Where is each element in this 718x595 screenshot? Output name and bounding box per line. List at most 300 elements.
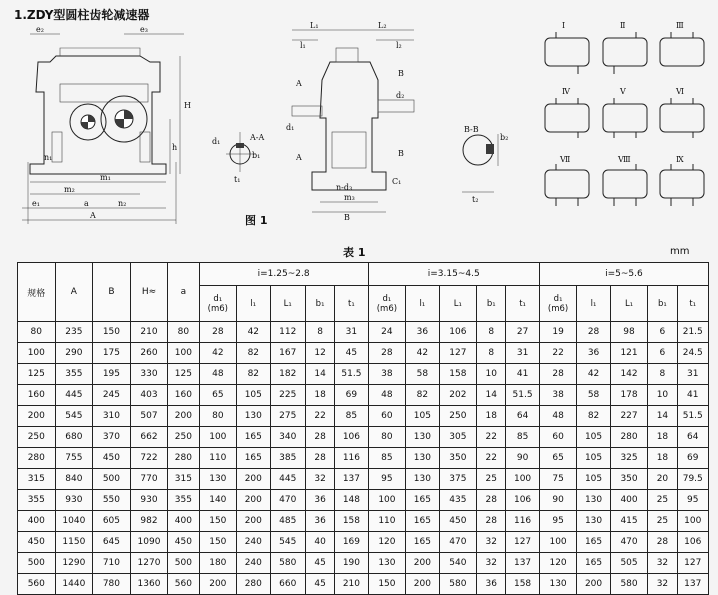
table-cell: 137 xyxy=(335,469,368,490)
table-cell: 95 xyxy=(539,511,577,532)
table-cell: 400 xyxy=(18,511,56,532)
subheader-cell xyxy=(199,286,237,322)
table-cell: 250 xyxy=(18,427,56,448)
table-cell: 1440 xyxy=(55,574,93,595)
table-cell: 660 xyxy=(270,574,305,595)
table-cell: 1090 xyxy=(130,532,168,553)
table-cell: 64 xyxy=(506,406,539,427)
table-cell: 32 xyxy=(648,574,677,595)
subheader-symbol: t₁ xyxy=(348,298,355,309)
assembly-8 xyxy=(603,155,647,206)
table-cell: 48 xyxy=(199,364,237,385)
table-cell: 80 xyxy=(18,322,56,343)
table-cell: 60 xyxy=(539,427,577,448)
table-cell: 105 xyxy=(577,448,610,469)
table-cell: 505 xyxy=(610,553,648,574)
table-cell: 95 xyxy=(368,469,406,490)
table-cell: 10 xyxy=(648,385,677,406)
table-row xyxy=(18,511,709,532)
table-cell: 106 xyxy=(439,322,477,343)
table-cell: 85 xyxy=(335,406,368,427)
svg-text:Ⅶ: Ⅶ xyxy=(560,155,571,164)
table-cell: 100 xyxy=(539,532,577,553)
table-cell: 105 xyxy=(406,406,439,427)
table-cell: 116 xyxy=(506,511,539,532)
table-cell: 260 xyxy=(130,343,168,364)
subheader-cell xyxy=(577,286,610,322)
subheader-cell xyxy=(477,286,506,322)
table-cell: 605 xyxy=(93,511,131,532)
table-cell: 355 xyxy=(168,490,199,511)
table-cell: 48 xyxy=(368,385,406,406)
table-cell: 18 xyxy=(477,406,506,427)
label-e3: e₃ xyxy=(140,25,148,34)
label-l1: l₁ xyxy=(300,41,306,50)
table-cell: 19 xyxy=(539,322,577,343)
label-m2: m₂ xyxy=(64,185,75,194)
table-cell: 645 xyxy=(93,532,131,553)
table-cell: 82 xyxy=(577,406,610,427)
table-cell: 158 xyxy=(506,574,539,595)
table-cell: 60 xyxy=(368,406,406,427)
table-cell: 182 xyxy=(270,364,305,385)
table-cell: 200 xyxy=(168,406,199,427)
table-cell: 48 xyxy=(539,406,577,427)
table-row xyxy=(18,448,709,469)
table-cell: 69 xyxy=(335,385,368,406)
label-C1: C₁ xyxy=(392,177,402,186)
table-row xyxy=(18,469,709,490)
side-view-drawing xyxy=(286,22,414,222)
table-cell: 375 xyxy=(439,469,477,490)
table-cell: 65 xyxy=(539,448,577,469)
table-cell: 350 xyxy=(439,448,477,469)
table-cell: 450 xyxy=(18,532,56,553)
subheader-cell xyxy=(506,286,539,322)
subheader-symbol: L₁ xyxy=(453,298,462,309)
subheader-note: (m6) xyxy=(547,303,569,314)
table-cell: 165 xyxy=(577,553,610,574)
section-bb-drawing xyxy=(462,125,508,204)
table-cell: 32 xyxy=(648,553,677,574)
svg-text:Ⅵ: Ⅵ xyxy=(676,87,685,96)
front-view-drawing xyxy=(22,25,191,224)
table-cell: 240 xyxy=(237,532,270,553)
table-cell: 680 xyxy=(55,427,93,448)
table-cell: 28 xyxy=(477,490,506,511)
table-cell: 169 xyxy=(335,532,368,553)
table-cell: 178 xyxy=(610,385,648,406)
table-cell: 195 xyxy=(93,364,131,385)
table-cell: 127 xyxy=(439,343,477,364)
table-cell: 315 xyxy=(168,469,199,490)
table-cell: 250 xyxy=(168,427,199,448)
table-cell: 280 xyxy=(610,427,648,448)
table-cell: 6 xyxy=(648,322,677,343)
table-cell: 65 xyxy=(199,385,237,406)
table-cell: 45 xyxy=(305,574,334,595)
table-cell: 8 xyxy=(305,322,334,343)
table-cell: 280 xyxy=(237,574,270,595)
header-a: a xyxy=(168,263,199,322)
label-L2: L₂ xyxy=(378,22,387,30)
table-cell: 445 xyxy=(55,385,93,406)
table-cell: 105 xyxy=(577,427,610,448)
table-cell: 580 xyxy=(270,553,305,574)
table-row xyxy=(18,322,709,343)
table-cell: 106 xyxy=(506,490,539,511)
subheader-symbol: d₁ xyxy=(382,293,392,304)
subheader-symbol: L₁ xyxy=(624,298,634,309)
table-cell: 150 xyxy=(199,532,237,553)
label-t1: t₁ xyxy=(234,175,241,184)
label-section-B-top: B xyxy=(398,69,404,78)
table-cell: 80 xyxy=(168,322,199,343)
table-cell: 325 xyxy=(610,448,648,469)
table-cell: 95 xyxy=(677,490,708,511)
table-cell: 450 xyxy=(93,448,131,469)
table-cell: 110 xyxy=(199,448,237,469)
svg-text:Ⅴ: Ⅴ xyxy=(620,87,626,96)
table-cell: 64 xyxy=(677,427,708,448)
table-cell: 180 xyxy=(199,553,237,574)
table-cell: 79.5 xyxy=(677,469,708,490)
label-nd3: n-d₃ xyxy=(336,183,353,192)
table-cell: 315 xyxy=(18,469,56,490)
spec-table xyxy=(17,262,709,595)
assembly-6 xyxy=(660,87,704,138)
table-cell: 51.5 xyxy=(335,364,368,385)
table-cell: 160 xyxy=(168,385,199,406)
assembly-5 xyxy=(603,87,647,138)
table-cell: 355 xyxy=(18,490,56,511)
table-cell: 710 xyxy=(93,553,131,574)
label-e1: e₁ xyxy=(32,199,40,208)
assembly-9 xyxy=(660,155,704,206)
table-cell: 130 xyxy=(199,469,237,490)
table-cell: 130 xyxy=(237,406,270,427)
table-cell: 31 xyxy=(506,343,539,364)
table-cell: 250 xyxy=(439,406,477,427)
table-cell: 24 xyxy=(368,322,406,343)
table-row xyxy=(18,343,709,364)
table-cell: 21.5 xyxy=(677,322,708,343)
table-cell: 22 xyxy=(477,448,506,469)
table-cell: 150 xyxy=(199,511,237,532)
table-cell: 42 xyxy=(406,343,439,364)
table-cell: 1290 xyxy=(55,553,93,574)
table-cell: 235 xyxy=(55,322,93,343)
subheader-note: (m6) xyxy=(207,303,228,314)
table-cell: 90 xyxy=(539,490,577,511)
table-cell: 28 xyxy=(305,427,334,448)
table-cell: 545 xyxy=(55,406,93,427)
table-cell: 137 xyxy=(506,553,539,574)
label-A: A xyxy=(90,211,96,220)
table-cell: 545 xyxy=(270,532,305,553)
label-section-A-bottom: A xyxy=(296,153,302,162)
assembly-7 xyxy=(545,155,589,206)
assembly-1 xyxy=(545,22,589,74)
table-cell: 36 xyxy=(305,490,334,511)
table-cell: 14 xyxy=(648,406,677,427)
table-cell: 200 xyxy=(406,553,439,574)
table-cell: 100 xyxy=(368,490,406,511)
subheader-symbol: d₁ xyxy=(553,293,563,304)
table-cell: 780 xyxy=(93,574,131,595)
subheader-cell xyxy=(610,286,648,322)
table-cell: 540 xyxy=(439,553,477,574)
table-cell: 400 xyxy=(610,490,648,511)
table-cell: 200 xyxy=(577,574,610,595)
table-cell: 400 xyxy=(168,511,199,532)
table-cell: 10 xyxy=(477,364,506,385)
table-cell: 36 xyxy=(305,511,334,532)
assembly-configurations xyxy=(545,22,704,206)
subheader-symbol: l₁ xyxy=(590,298,597,309)
table-cell: 31 xyxy=(335,322,368,343)
table-cell: 415 xyxy=(610,511,648,532)
table-cell: 470 xyxy=(270,490,305,511)
table-cell: 450 xyxy=(439,511,477,532)
label-m1: m₁ xyxy=(100,173,111,182)
label-BB: B-B xyxy=(464,125,479,134)
table-cell: 130 xyxy=(406,448,439,469)
table-row xyxy=(18,364,709,385)
table-cell: 165 xyxy=(577,532,610,553)
table-cell: 1360 xyxy=(130,574,168,595)
subheader-cell xyxy=(648,286,677,322)
table-cell: 290 xyxy=(55,343,93,364)
table-cell: 18 xyxy=(648,427,677,448)
table-cell: 130 xyxy=(539,574,577,595)
subheader-symbol: b₁ xyxy=(315,298,325,309)
table-cell: 69 xyxy=(677,448,708,469)
table-cell: 90 xyxy=(506,448,539,469)
table-cell: 137 xyxy=(677,574,708,595)
table-cell: 770 xyxy=(130,469,168,490)
table-cell: 38 xyxy=(539,385,577,406)
table-cell: 202 xyxy=(439,385,477,406)
table-cell: 41 xyxy=(506,364,539,385)
table-cell: 200 xyxy=(237,511,270,532)
table-cell: 32 xyxy=(477,553,506,574)
table-cell: 190 xyxy=(335,553,368,574)
subheader-cell xyxy=(335,286,368,322)
table-cell: 930 xyxy=(130,490,168,511)
table-cell: 560 xyxy=(168,574,199,595)
table-cell: 51.5 xyxy=(506,385,539,406)
table-cell: 20 xyxy=(648,469,677,490)
table-cell: 1150 xyxy=(55,532,93,553)
label-t2: t₂ xyxy=(472,195,479,204)
table-cell: 245 xyxy=(93,385,131,406)
header-B: B xyxy=(93,263,131,322)
table-cell: 982 xyxy=(130,511,168,532)
table-cell: 98 xyxy=(610,322,648,343)
table-cell: 22 xyxy=(305,406,334,427)
table-cell: 85 xyxy=(506,427,539,448)
table-cell: 485 xyxy=(270,511,305,532)
table-cell: 8 xyxy=(477,322,506,343)
table-cell: 58 xyxy=(577,385,610,406)
table-cell: 22 xyxy=(539,343,577,364)
table-cell: 36 xyxy=(477,574,506,595)
table-cell: 121 xyxy=(610,343,648,364)
label-e2: e₂ xyxy=(36,25,44,34)
table-cell: 470 xyxy=(610,532,648,553)
label-h: h xyxy=(172,143,178,152)
section-aa-drawing xyxy=(212,132,264,184)
label-m3: m₃ xyxy=(344,193,355,202)
table-cell: 148 xyxy=(335,490,368,511)
table-cell: 105 xyxy=(577,469,610,490)
table-cell: 150 xyxy=(93,322,131,343)
table-cell: 80 xyxy=(368,427,406,448)
label-H: H xyxy=(184,101,191,110)
table-cell: 112 xyxy=(270,322,305,343)
table-cell: 755 xyxy=(55,448,93,469)
table-cell: 40 xyxy=(305,532,334,553)
table-cell: 41 xyxy=(677,385,708,406)
header-group-2: i=3.15~4.5 xyxy=(368,263,539,286)
table-body xyxy=(18,322,709,595)
table-cell: 722 xyxy=(130,448,168,469)
table-cell: 160 xyxy=(18,385,56,406)
table-cell: 165 xyxy=(406,490,439,511)
table-cell: 240 xyxy=(237,553,270,574)
table-cell: 32 xyxy=(477,532,506,553)
table-cell: 45 xyxy=(335,343,368,364)
table-cell: 225 xyxy=(270,385,305,406)
subheader-note: (m6) xyxy=(376,303,398,314)
table-cell: 28 xyxy=(305,448,334,469)
table-cell: 350 xyxy=(610,469,648,490)
reducer-drawings xyxy=(0,22,718,234)
label-d2: d₂ xyxy=(396,91,405,100)
table-cell: 100 xyxy=(18,343,56,364)
table-row xyxy=(18,532,709,553)
table-cell: 470 xyxy=(439,532,477,553)
table-cell: 32 xyxy=(305,469,334,490)
table-cell: 385 xyxy=(270,448,305,469)
table-cell: 550 xyxy=(93,490,131,511)
table-caption: 表 1 xyxy=(343,246,366,259)
table-cell: 75 xyxy=(539,469,577,490)
assembly-4 xyxy=(545,87,589,138)
table-cell: 340 xyxy=(270,427,305,448)
table-cell: 445 xyxy=(270,469,305,490)
table-cell: 1270 xyxy=(130,553,168,574)
subheader-symbol: b₁ xyxy=(486,298,496,309)
table-cell: 165 xyxy=(237,448,270,469)
subheader-symbol: t₁ xyxy=(519,298,526,309)
document-title: 1.ZDY型圆柱齿轮减速器 xyxy=(14,8,150,22)
table-cell: 82 xyxy=(237,343,270,364)
subheader-symbol: l₁ xyxy=(250,298,257,309)
table-cell: 116 xyxy=(335,448,368,469)
table-cell: 150 xyxy=(368,574,406,595)
table-cell: 125 xyxy=(18,364,56,385)
subheader-cell xyxy=(539,286,577,322)
table-cell: 500 xyxy=(93,469,131,490)
table-cell: 210 xyxy=(130,322,168,343)
table-cell: 28 xyxy=(199,322,237,343)
table-cell: 500 xyxy=(168,553,199,574)
table-row xyxy=(18,385,709,406)
table-cell: 175 xyxy=(93,343,131,364)
table-cell: 142 xyxy=(610,364,648,385)
subheader-cell xyxy=(270,286,305,322)
table-cell: 167 xyxy=(270,343,305,364)
table-cell: 280 xyxy=(168,448,199,469)
table-cell: 930 xyxy=(55,490,93,511)
table-cell: 165 xyxy=(406,532,439,553)
subheader-symbol: b₁ xyxy=(658,298,667,309)
header-group-3: i=5~5.6 xyxy=(539,263,708,286)
table-cell: 42 xyxy=(577,364,610,385)
table-cell: 158 xyxy=(335,511,368,532)
table-cell: 28 xyxy=(368,343,406,364)
table-cell: 200 xyxy=(237,469,270,490)
table-cell: 31 xyxy=(677,364,708,385)
table-cell: 130 xyxy=(577,490,610,511)
header-H: H≈ xyxy=(130,263,168,322)
table-row xyxy=(18,490,709,511)
table-cell: 158 xyxy=(439,364,477,385)
svg-text:Ⅷ: Ⅷ xyxy=(618,155,631,164)
svg-text:Ⅸ: Ⅸ xyxy=(676,155,684,164)
label-b2: b₂ xyxy=(500,133,509,142)
table-cell: 105 xyxy=(237,385,270,406)
table-cell: 28 xyxy=(477,511,506,532)
table-cell: 500 xyxy=(18,553,56,574)
svg-text:Ⅱ: Ⅱ xyxy=(620,22,626,30)
header-A: A xyxy=(55,263,93,322)
header-spec: 规格 xyxy=(18,263,56,322)
table-cell: 24.5 xyxy=(677,343,708,364)
table-cell: 305 xyxy=(439,427,477,448)
table-cell: 310 xyxy=(93,406,131,427)
label-a: a xyxy=(84,199,89,208)
label-L1: L₁ xyxy=(310,22,319,30)
table-cell: 1040 xyxy=(55,511,93,532)
subheader-symbol: t₁ xyxy=(689,298,697,309)
subheader-cell xyxy=(406,286,439,322)
table-row xyxy=(18,406,709,427)
table-cell: 106 xyxy=(335,427,368,448)
table-cell: 8 xyxy=(648,364,677,385)
table-cell: 140 xyxy=(199,490,237,511)
svg-text:Ⅲ: Ⅲ xyxy=(676,22,684,30)
table-cell: 165 xyxy=(237,427,270,448)
subheader-cell xyxy=(237,286,270,322)
table-row xyxy=(18,427,709,448)
table-cell: 127 xyxy=(677,553,708,574)
table-cell: 200 xyxy=(199,574,237,595)
table-cell: 662 xyxy=(130,427,168,448)
label-n2: n₂ xyxy=(118,199,127,208)
table-cell: 100 xyxy=(168,343,199,364)
subheader-symbol: L₁ xyxy=(283,298,292,309)
table-cell: 200 xyxy=(237,490,270,511)
table-cell: 120 xyxy=(368,532,406,553)
table-cell: 14 xyxy=(477,385,506,406)
table-cell: 28 xyxy=(648,532,677,553)
label-d1-side: d₁ xyxy=(286,123,295,132)
table-cell: 125 xyxy=(168,364,199,385)
table-cell: 8 xyxy=(477,343,506,364)
